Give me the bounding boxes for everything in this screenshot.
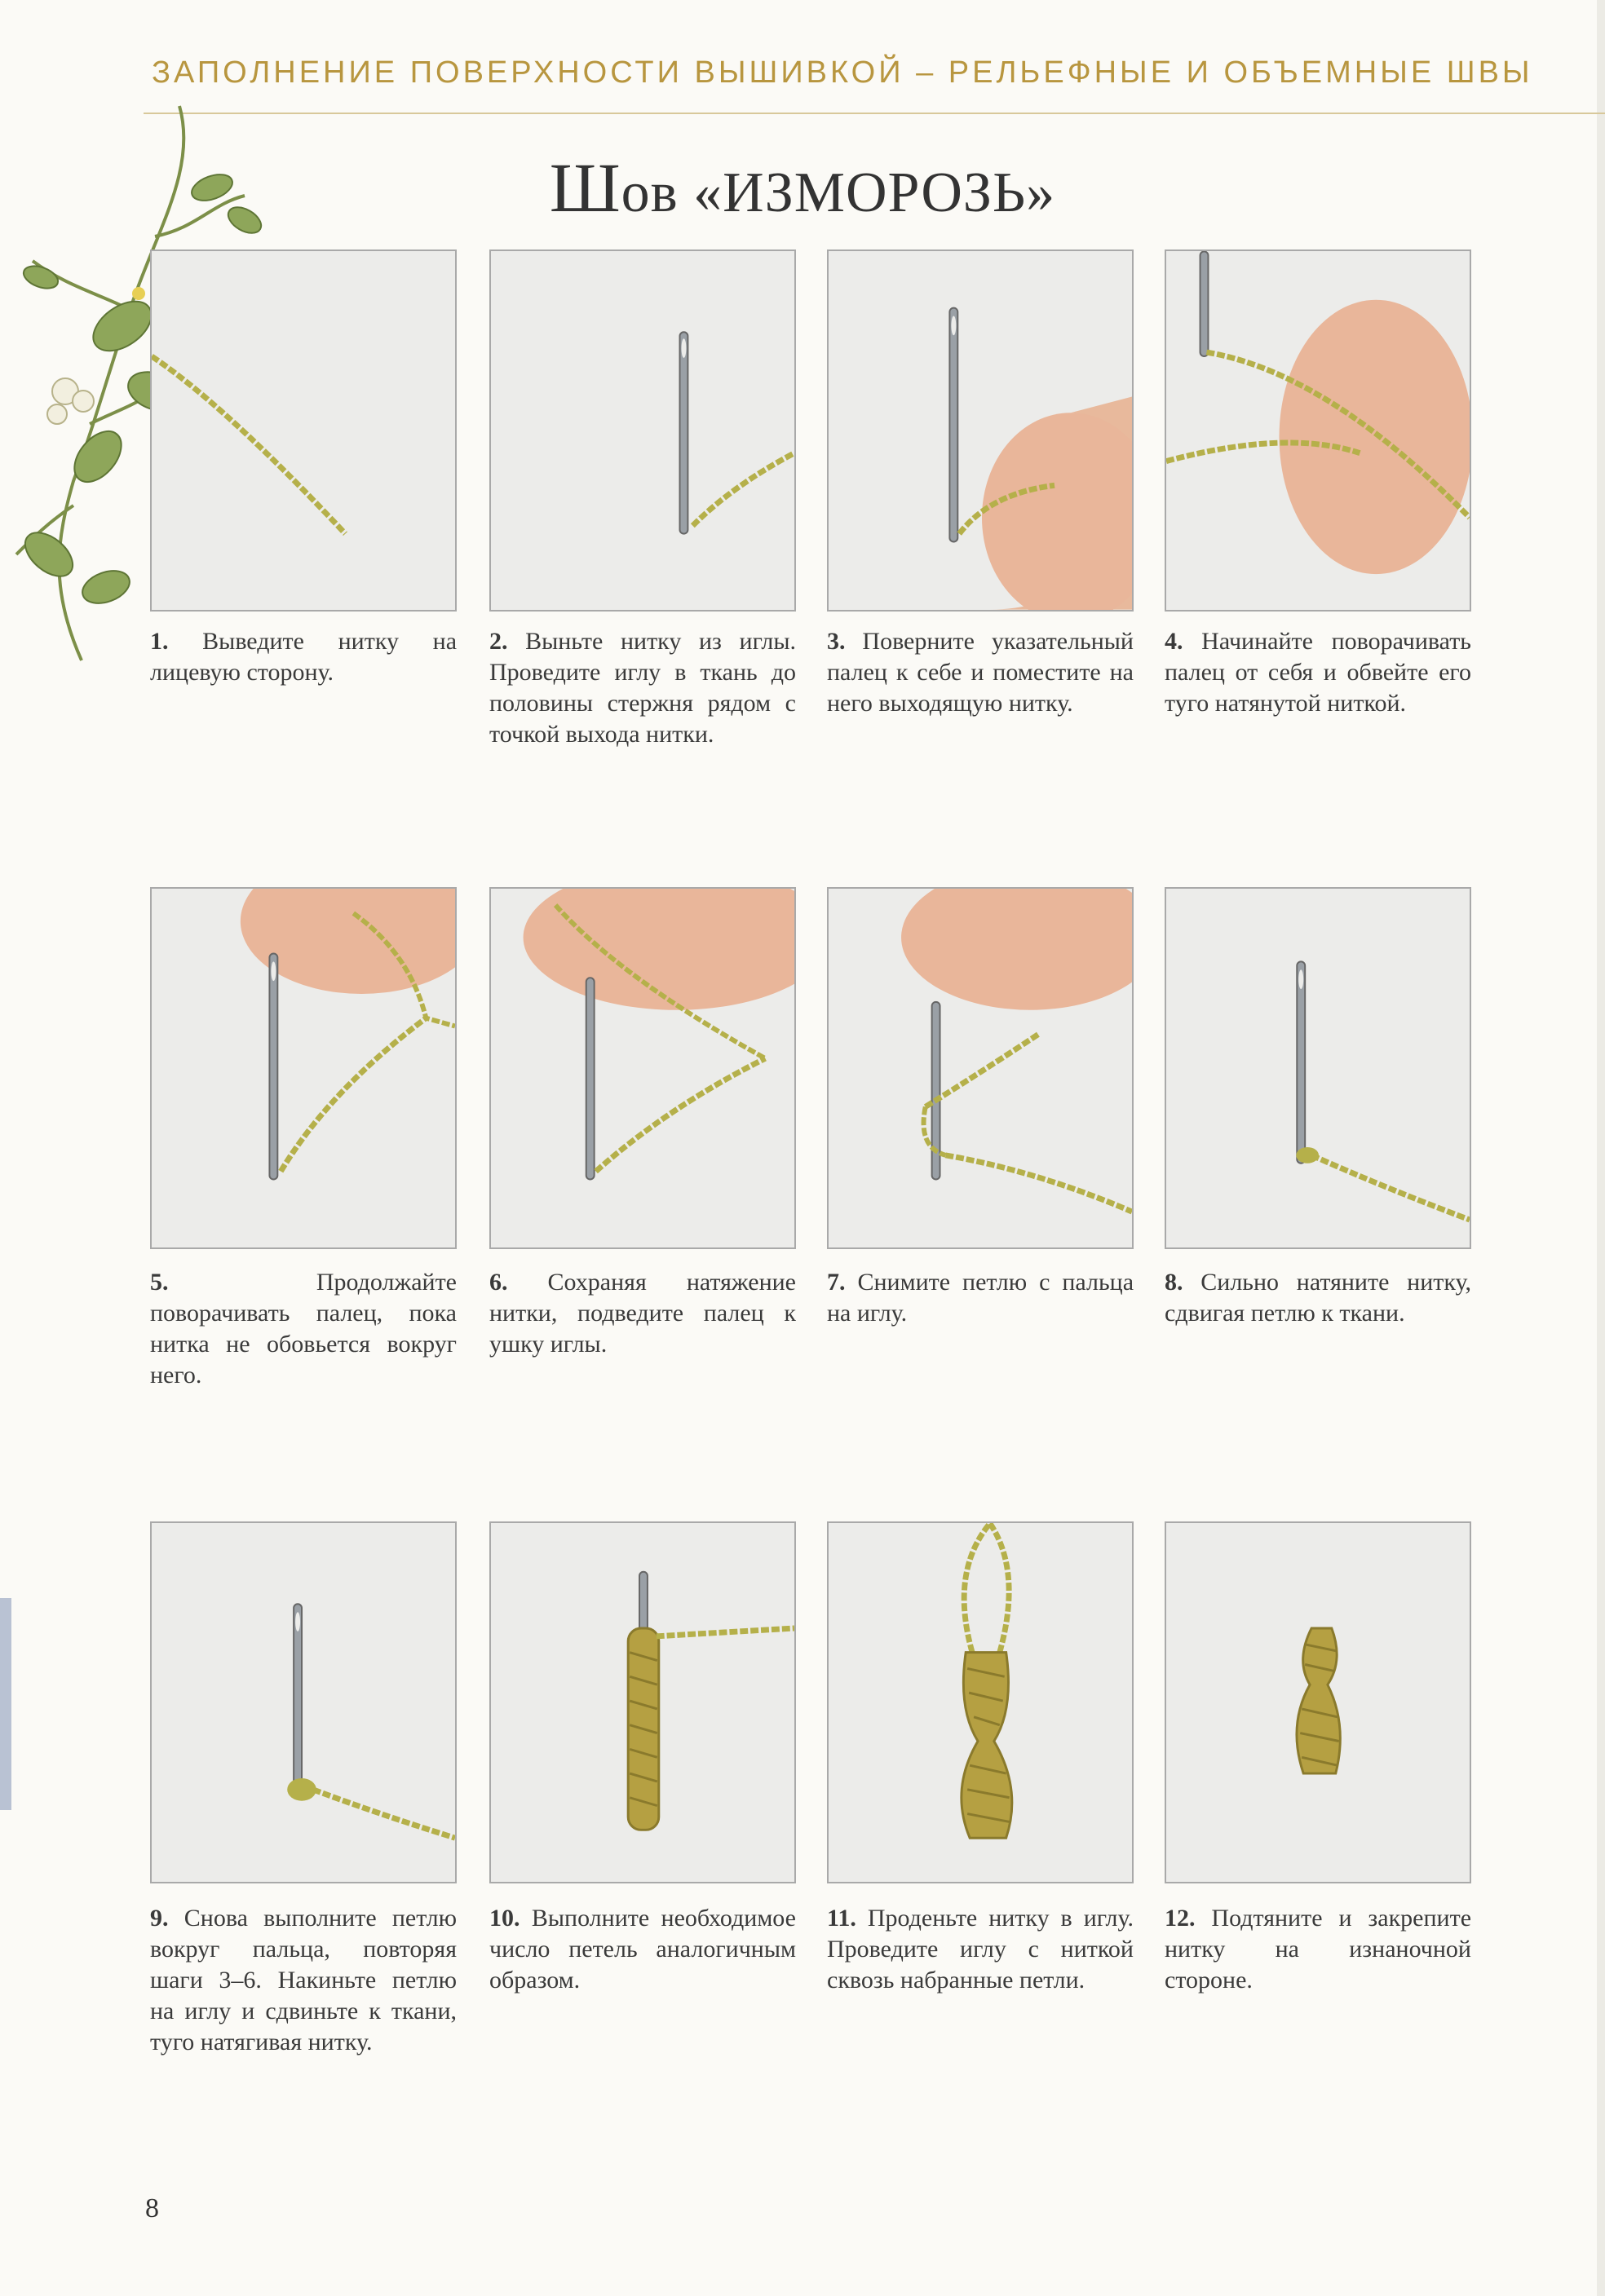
step-3-text: Поверните указательный палец к себе и поместите на него выходящую нитку. — [827, 628, 1134, 717]
step-10-photo — [489, 1521, 796, 1883]
step-9-text: Снова выполните петлю вокруг пальца, повторяя шаги 3–6. Накиньте петлю на иглу и сдвиньте к ткани, туго натягивая нитку. — [150, 1905, 457, 2055]
step-1-caption — [150, 626, 457, 688]
step-10-text: Выполните необходимое число петель аналогичным образом. — [489, 1905, 796, 1994]
step-6-photo — [489, 887, 796, 1249]
step-4-number: 4. — [1165, 628, 1183, 655]
running-head: ЗАПОЛНЕНИЕ ПОВЕРХНОСТИ ВЫШИВКОЙ – РЕЛЬЕФНЫЕ И ОБЪЕМНЫЕ ШВЫ — [152, 55, 1533, 90]
step-5-text: Продолжайте поворачивать палец, пока нитка не обовьется вокруг него. — [150, 1269, 457, 1389]
step-11-caption — [827, 1903, 1134, 1996]
step-12-number: 12. — [1165, 1905, 1196, 1932]
step-1-photo — [150, 249, 457, 612]
step-11-number: 11. — [827, 1905, 856, 1932]
step-1-text: Выведите нитку на лицевую сторону. — [150, 628, 458, 686]
step-7-caption — [827, 1267, 1134, 1329]
step-12-photo — [1165, 1521, 1471, 1883]
step-8-text: Сильно натяните нитку, сдвигая петлю к ткани. — [1165, 1269, 1472, 1327]
step-9-caption — [150, 1903, 457, 2058]
step-12-caption — [1165, 1903, 1471, 1996]
step-8-number: 8. — [1165, 1269, 1183, 1296]
step-7-photo — [827, 887, 1134, 1249]
step-3-caption — [827, 626, 1134, 719]
page-edge-strip — [0, 1598, 11, 1810]
step-4-caption — [1165, 626, 1471, 719]
step-8-caption — [1165, 1267, 1471, 1329]
step-2-photo — [489, 249, 796, 612]
title-rest: ов «ИЗМОРОЗЬ» — [621, 161, 1056, 224]
step-7-number: 7. — [827, 1269, 846, 1296]
step-6-caption — [489, 1267, 796, 1360]
page-edge-shadow — [1597, 0, 1605, 2296]
step-9-number: 9. — [150, 1905, 169, 1932]
header-rule — [144, 113, 1605, 114]
step-9-photo — [150, 1521, 457, 1883]
step-2-number: 2. — [489, 628, 508, 655]
step-5-photo — [150, 887, 457, 1249]
step-10-caption — [489, 1903, 796, 1996]
step-1-number: 1. — [150, 628, 169, 655]
step-3-photo — [827, 249, 1134, 612]
step-10-number: 10. — [489, 1905, 520, 1932]
page-number: 8 — [145, 2193, 159, 2223]
title-initial: Ш — [549, 148, 621, 227]
step-5-number: 5. — [150, 1269, 169, 1296]
step-8-photo — [1165, 887, 1471, 1249]
step-12-text: Подтяните и закрепите нитку на изнаночной стороне. — [1165, 1905, 1472, 1994]
step-11-photo — [827, 1521, 1134, 1883]
step-3-number: 3. — [827, 628, 846, 655]
step-2-caption — [489, 626, 796, 750]
step-6-number: 6. — [489, 1269, 508, 1296]
step-7-text: Снимите петлю с пальца на иглу. — [827, 1269, 1134, 1327]
step-4-photo — [1165, 249, 1471, 612]
step-2-text: Выньте нитку из иглы. Проведите иглу в ткань до половины стержня рядом с точкой выхода нитки. — [489, 628, 796, 748]
step-4-text: Начинайте поворачивать палец от себя и обвейте его туго натянутой ниткой. — [1165, 628, 1471, 717]
step-11-text: Проденьте нитку в иглу. Проведите иглу с ниткой сквозь набранные петли. — [827, 1905, 1134, 1994]
step-6-text: Сохраняя натяжение нитки, подведите палец к ушку иглы. — [489, 1269, 796, 1358]
step-5-caption — [150, 1267, 457, 1391]
